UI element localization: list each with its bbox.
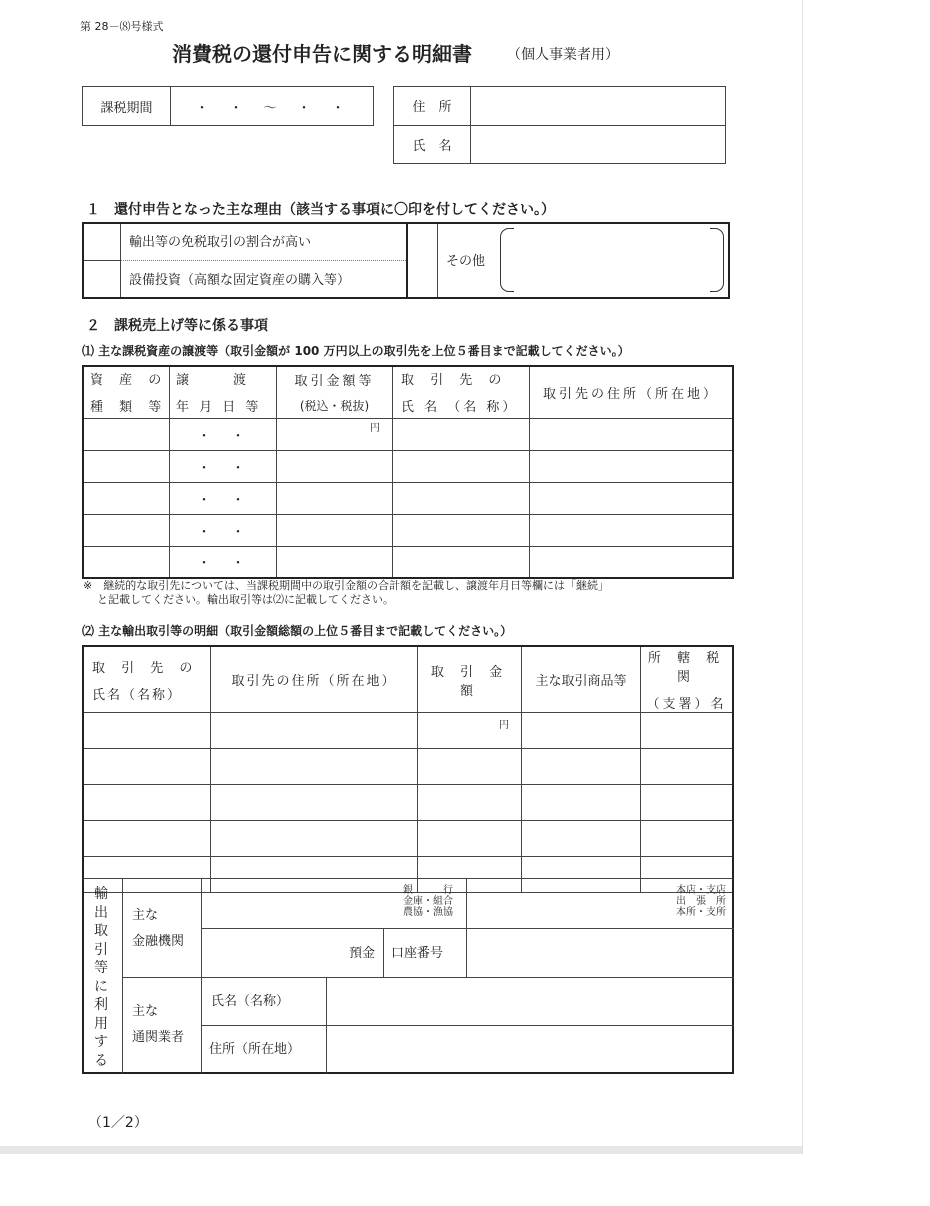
sub1-heading: ⑴ 主な課税資産の譲渡等（取引金額が 100 万円以上の取引先を上位５番目まで記載してください。） bbox=[82, 344, 630, 358]
t1-amount-cell[interactable] bbox=[277, 450, 393, 482]
t2-cell[interactable] bbox=[211, 821, 418, 857]
customs-address-label: 住所（所在地） bbox=[209, 1042, 301, 1057]
tax-period-box bbox=[82, 86, 374, 126]
table-row bbox=[83, 713, 733, 749]
t1-header-asset-type: 資 産 の 種 類 等 bbox=[83, 366, 170, 418]
page-subtitle: （個人事業者用） bbox=[507, 47, 619, 63]
page-edge-divider bbox=[802, 0, 803, 1154]
t1-cell[interactable] bbox=[393, 482, 530, 514]
bank-type-list: 銀 行 金庫・組合 農協・漁協 bbox=[403, 885, 453, 918]
reason-box bbox=[82, 222, 730, 299]
table-row bbox=[83, 450, 733, 482]
t2-cell[interactable] bbox=[522, 821, 641, 857]
customs-name-label-cell bbox=[202, 978, 327, 1026]
t1-cell[interactable] bbox=[530, 450, 734, 482]
t1-cell[interactable] bbox=[393, 450, 530, 482]
t2-cell[interactable] bbox=[641, 713, 734, 749]
t1-date-cell[interactable]: ・ ・ bbox=[170, 482, 277, 514]
customs-name-field[interactable] bbox=[327, 978, 734, 1026]
t1-cell[interactable] bbox=[83, 450, 170, 482]
address-field[interactable] bbox=[471, 87, 726, 126]
horizontal-scrollbar[interactable] bbox=[0, 1146, 803, 1154]
reason2-checkbox[interactable] bbox=[84, 261, 120, 297]
bank-label-line2: 金融機関 bbox=[132, 934, 185, 949]
t2-cell[interactable] bbox=[522, 785, 641, 821]
t2-cell[interactable] bbox=[641, 821, 734, 857]
t1-header-amount: 取引金額等 (税込・税抜) bbox=[277, 366, 393, 418]
t1-cell[interactable] bbox=[530, 418, 734, 450]
customs-address-label-cell bbox=[202, 1026, 327, 1073]
address-label: 住 所 bbox=[394, 87, 471, 126]
t2-cell[interactable] bbox=[83, 749, 211, 785]
t2-amount-cell[interactable] bbox=[418, 821, 522, 857]
t2-cell[interactable] bbox=[522, 749, 641, 785]
side-label: 輸出取引等に利用する bbox=[94, 886, 108, 1069]
t2-header-goods: 主な取引商品等 bbox=[522, 646, 641, 713]
t2-cell[interactable] bbox=[83, 713, 211, 749]
name-field[interactable] bbox=[471, 125, 726, 164]
taxpayer-box bbox=[393, 86, 726, 164]
t1-date-cell[interactable]: ・ ・ bbox=[170, 514, 277, 546]
reason-other-label: その他 bbox=[446, 254, 486, 269]
customs-label-line1: 主な bbox=[132, 1004, 159, 1019]
t1-cell[interactable] bbox=[83, 546, 170, 578]
note-line-2: と記載してください。輸出取引等は⑵に記載してください。 bbox=[97, 593, 394, 606]
sub2-heading: ⑵ 主な輸出取引等の明細（取引金額総額の上位５番目まで記載してください。） bbox=[82, 624, 513, 638]
t1-header-partner-name: 取 引 先 の 氏 名 （名 称） bbox=[393, 366, 530, 418]
page-number: （1／2） bbox=[88, 1115, 148, 1131]
section2-heading: ２ 課税売上げ等に係る事項 bbox=[86, 318, 268, 334]
note-line-1: ※ 継続的な取引先については、当課税期間中の取引金額の合計額を記載し、譲渡年月日等欄には「継続」 bbox=[83, 579, 609, 592]
table-row bbox=[83, 418, 733, 450]
deposit-label: 預金 bbox=[348, 946, 375, 961]
table-row bbox=[83, 514, 733, 546]
t2-header-partner-address: 取引先の住所（所在地） bbox=[211, 646, 418, 713]
page-title: 消費税の還付申告に関する明細書 bbox=[172, 42, 472, 66]
table-row bbox=[83, 785, 733, 821]
table-row bbox=[83, 821, 733, 857]
t1-cell[interactable] bbox=[83, 482, 170, 514]
t2-cell[interactable] bbox=[641, 749, 734, 785]
t2-cell[interactable] bbox=[83, 785, 211, 821]
t1-date-cell[interactable]: ・ ・ bbox=[170, 418, 277, 450]
t1-amount-cell[interactable]: 円 bbox=[277, 418, 393, 450]
bank-branch-field[interactable] bbox=[467, 879, 734, 929]
account-number-label-cell bbox=[384, 929, 467, 978]
t2-cell[interactable] bbox=[211, 749, 418, 785]
reason1-checkbox[interactable] bbox=[84, 224, 120, 260]
t1-header-partner-address: 取引先の住所（所在地） bbox=[530, 366, 734, 418]
t1-amount-cell[interactable] bbox=[277, 514, 393, 546]
t2-cell[interactable] bbox=[522, 713, 641, 749]
export-usage-block bbox=[82, 878, 734, 1074]
t2-cell[interactable] bbox=[211, 785, 418, 821]
customs-name-label: 氏名（名称） bbox=[211, 994, 290, 1009]
taxable-transfers-table bbox=[82, 365, 734, 579]
tax-period-label: 課税期間 bbox=[83, 87, 171, 126]
t1-cell[interactable] bbox=[393, 546, 530, 578]
t1-amount-cell[interactable] bbox=[277, 482, 393, 514]
t2-header-partner-name: 取 引 先 の 氏名（名称） bbox=[83, 646, 211, 713]
reason-other-checkbox[interactable] bbox=[408, 224, 437, 297]
table-row bbox=[83, 546, 733, 578]
name-label: 氏 名 bbox=[394, 125, 471, 164]
customs-label-line2: 通関業者 bbox=[132, 1030, 185, 1045]
customs-label-cell bbox=[122, 978, 202, 1073]
branch-type-list: 本店・支店 出 張 所 本所・支所 bbox=[676, 885, 726, 918]
t1-cell[interactable] bbox=[530, 546, 734, 578]
t2-amount-cell[interactable] bbox=[418, 749, 522, 785]
t2-header-customs: 所 轄 税 関 （支署）名 bbox=[641, 646, 734, 713]
export-transactions-table bbox=[82, 645, 734, 893]
t1-amount-cell[interactable] bbox=[277, 546, 393, 578]
t1-cell[interactable] bbox=[83, 418, 170, 450]
reason2-label: 設備投資（高額な固定資産の購入等） bbox=[129, 273, 351, 288]
t1-cell[interactable] bbox=[83, 514, 170, 546]
t1-cell[interactable] bbox=[530, 514, 734, 546]
tax-period-field[interactable]: ・ ・ 〜 ・ ・ bbox=[171, 87, 374, 126]
t1-cell[interactable] bbox=[530, 482, 734, 514]
table-row bbox=[83, 749, 733, 785]
table-row bbox=[83, 482, 733, 514]
customs-address-field[interactable] bbox=[327, 1026, 734, 1073]
t1-date-cell[interactable]: ・ ・ bbox=[170, 450, 277, 482]
t1-date-cell[interactable]: ・ ・ bbox=[170, 546, 277, 578]
section1-heading: １ 還付申告となった主な理由（該当する事項に〇印を付してください。） bbox=[86, 202, 555, 218]
form-number: 第 28－⑻号様式 bbox=[80, 20, 164, 33]
t1-header-transfer-date: 譲 渡 年 月 日 等 bbox=[170, 366, 277, 418]
bank-label-cell bbox=[122, 879, 202, 978]
bank-name-field[interactable] bbox=[202, 879, 467, 929]
t2-cell[interactable] bbox=[211, 713, 418, 749]
t2-cell[interactable] bbox=[83, 821, 211, 857]
account-number-label: 口座番号 bbox=[391, 946, 444, 961]
account-number-field[interactable] bbox=[467, 929, 734, 978]
t2-header-amount: 取 引 金 額 bbox=[418, 646, 522, 713]
reason1-label: 輸出等の免税取引の割合が高い bbox=[129, 235, 312, 250]
bank-label-line1: 主な bbox=[132, 908, 159, 923]
t2-amount-cell[interactable]: 円 bbox=[418, 713, 522, 749]
t2-amount-cell[interactable] bbox=[418, 785, 522, 821]
deposit-type-field[interactable] bbox=[202, 929, 384, 978]
side-label-cell bbox=[84, 879, 123, 1073]
t1-cell[interactable] bbox=[393, 514, 530, 546]
t2-cell[interactable] bbox=[641, 785, 734, 821]
t1-cell[interactable] bbox=[393, 418, 530, 450]
